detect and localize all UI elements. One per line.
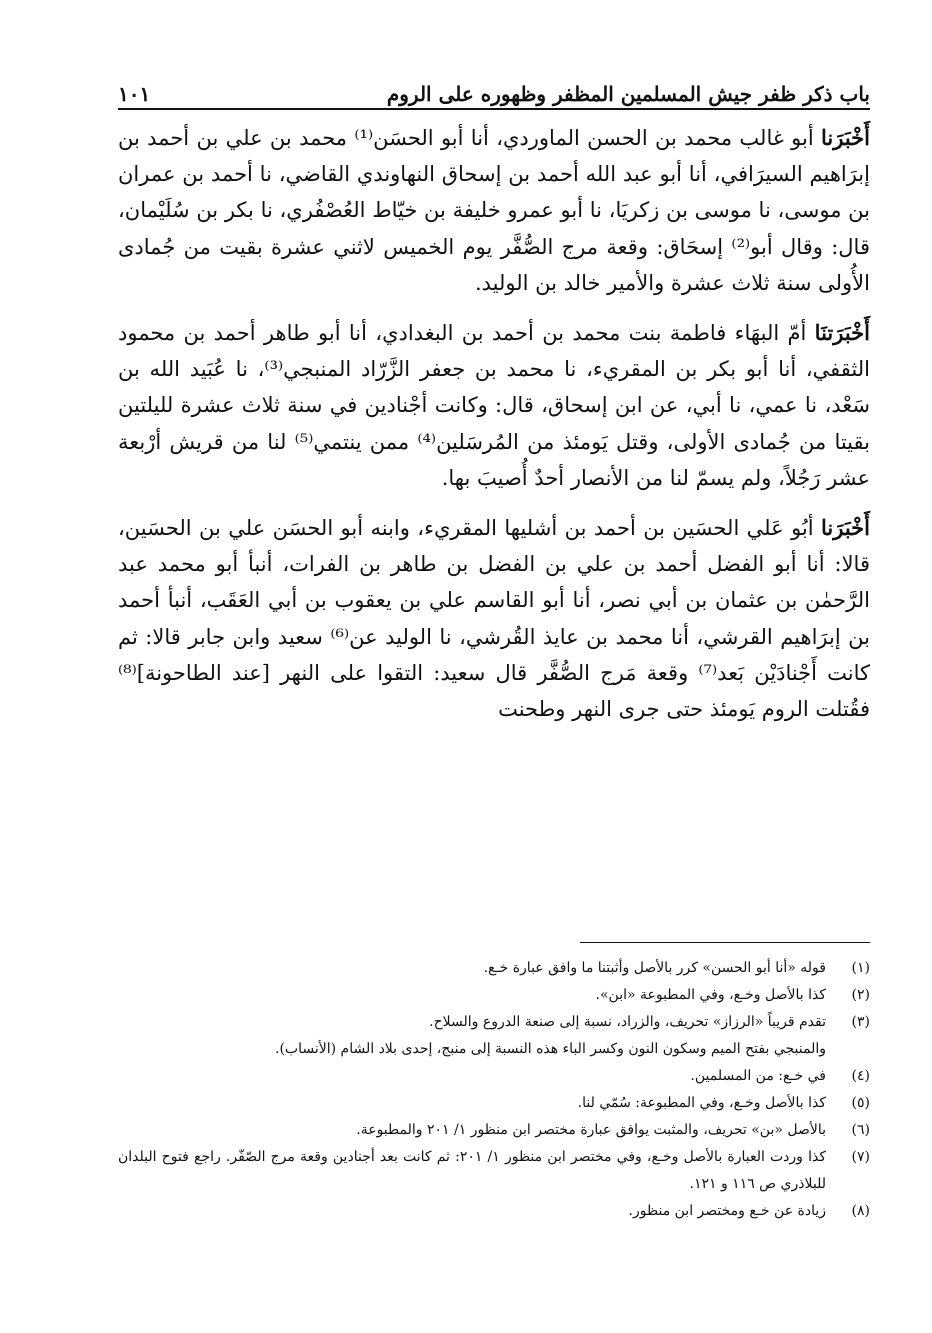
footnote-2	[118, 982, 870, 1009]
main-text	[118, 120, 870, 741]
footnote-text: كذا بالأصل وخـع، وفي المطبوعة: سُمّي لنا.	[577, 1095, 826, 1111]
footnote-7	[118, 1144, 870, 1198]
paragraph-2	[118, 315, 870, 496]
footnote-6	[118, 1117, 870, 1144]
paragraph-lead: أَخْبَرَتنَا	[814, 320, 870, 346]
footnote-text: بالأصل «بن» تحريف، والمثبت يوافق عبارة مختصر ابن منظور ١/ ٢٠١ والمطبوعة.	[356, 1122, 826, 1138]
footnote-number: (٤)	[851, 1068, 870, 1084]
chapter-title: باب ذكر ظفر جيش المسلمين المظفر وظهوره على الروم	[386, 82, 870, 106]
footnote-text: قوله «أنا أبو الحسن» كرر بالأصل وأثبتنا ما وافق عبارة خـع.	[483, 960, 826, 976]
running-header	[118, 66, 870, 106]
footnote-8	[118, 1198, 870, 1225]
footnote-text: تقدم قريباً «الرزاز» تحريف، والزراد، نسبة إلى صنعة الدروع والسلاح.	[429, 1014, 826, 1030]
footnote-3-continuation: والمنبجي بفتح الميم وسكون النون وكسر الباء هذه النسبة إلى منبج، إحدى بلاد الشام (الأنساب).	[275, 1041, 826, 1057]
footnote-4	[118, 1063, 870, 1090]
paragraph-3	[118, 510, 870, 727]
footnote-number: (٣)	[851, 1014, 870, 1030]
paragraph-1	[118, 120, 870, 301]
footnote-number: (٥)	[851, 1095, 870, 1111]
footnote-number: (٢)	[851, 987, 870, 1003]
footnote-text: كذا وردت العبارة بالأصل وخـع، وفي مختصر ابن منظور ١/ ٢٠١: ثم كانت بعد أجنادين وقعة مرج الصّفّر. راجع فتوح البلدان للبلاذري ص ١١٦ و ١٢١.	[118, 1149, 826, 1192]
footnote-text: كذا بالأصل وخـع، وفي المطبوعة «ابن».	[595, 987, 826, 1003]
footnote-5	[118, 1090, 870, 1117]
header-rule	[118, 108, 870, 110]
paragraph-text: أمّ البهَاء فاطمة بنت محمد بن أحمد بن البغدادي، أنا أبو طاهر أحمد بن محمود الثقفي، أنا أبو بكر بن المقريء، نا محمد بن جعفر الزَّرّاد المنبجي⁽³⁾، نا عُبَيد الله بن سَعْد، نا عمي، نا أبي، عن ابن إسحاق، قال: وكانت أجْنادين في سنة ثلاث عشرة لليلتين بقيتا من جُمادى الأولى، وقتل يَومئذ من المُرسَلين⁽⁴⁾ ممن ينتمي⁽⁵⁾ لنا من قريش أرْبعة عشر رَجُلاً، ولم يسمّ لنا من الأنصار أحدٌ أُصيبَ بها.	[118, 321, 870, 490]
footnote-number: (٦)	[851, 1122, 870, 1138]
footnotes	[118, 955, 870, 1225]
footnote-text: زيادة عن خـع ومختصر ابن منظور.	[628, 1203, 826, 1219]
footnote-text: في خـع: من المسلمين.	[690, 1068, 826, 1084]
page-number: ١٠١	[118, 82, 151, 106]
paragraph-text: أبو غالب محمد بن الحسن الماوردي، أنا أبو الحسَن⁽¹⁾ محمد بن علي بن أحمد بن إبرَاهيم السيرَافي، أنا أبو عبد الله أحمد بن إسحاق النهاوندي القاضي، نا أحمد بن عمران بن موسى، نا موسى بن زكريَا، نا أبو عمرو خليفة بن خيّاط العُصْفُري، نا بكر بن سُلَيْمان، قال: وقال أبو⁽²⁾ إسحَاق: وقعة مرج الصُّفَّر يوم الخميس لاثني عشرة بقيت من جُمادى الأُولى سنة ثلاث عشرة والأمير خالد بن الوليد.	[118, 126, 870, 295]
footnote-rule	[580, 942, 870, 943]
paragraph-lead: أَخْبَرَنا	[821, 125, 870, 150]
footnote-3	[118, 1009, 870, 1036]
footnote-number: (٨)	[851, 1203, 870, 1219]
footnote-number: (١)	[851, 960, 870, 976]
paragraph-text: أبُو عَلي الحسَين بن أحمد بن أشليها المقريء، وابنه أبو الحسَن علي بن الحسَين، قالا: أنا أبو الفضل أحمد بن علي بن الفضل بن طاهر بن الفرات، أنبأ أبو محمد عبد الرَّحمٰن بن عثمان بن أبي نصر، أنا أبو القاسم علي بن يعقوب بن أبي العَقَب، أنبأ أحمد بن إبرَاهيم القرشي، أنا محمد بن عايذ القُرشي، نا الوليد عن⁽⁶⁾ سعيد وابن جابر قالا: ثم كانت أَجْنادَيْن بَعد⁽⁷⁾ وقعة مَرج الصُّفَّر قال سعيد: التقوا على النهر [عند الطاحونة]⁽⁸⁾ فقُتلت الروم يَومئذ حتى جرى النهر وطحنت	[118, 516, 870, 722]
footnote-1	[118, 955, 870, 982]
paragraph-lead: أَخْبَرَنا	[821, 515, 870, 541]
footnote-number: (٧)	[851, 1149, 870, 1165]
